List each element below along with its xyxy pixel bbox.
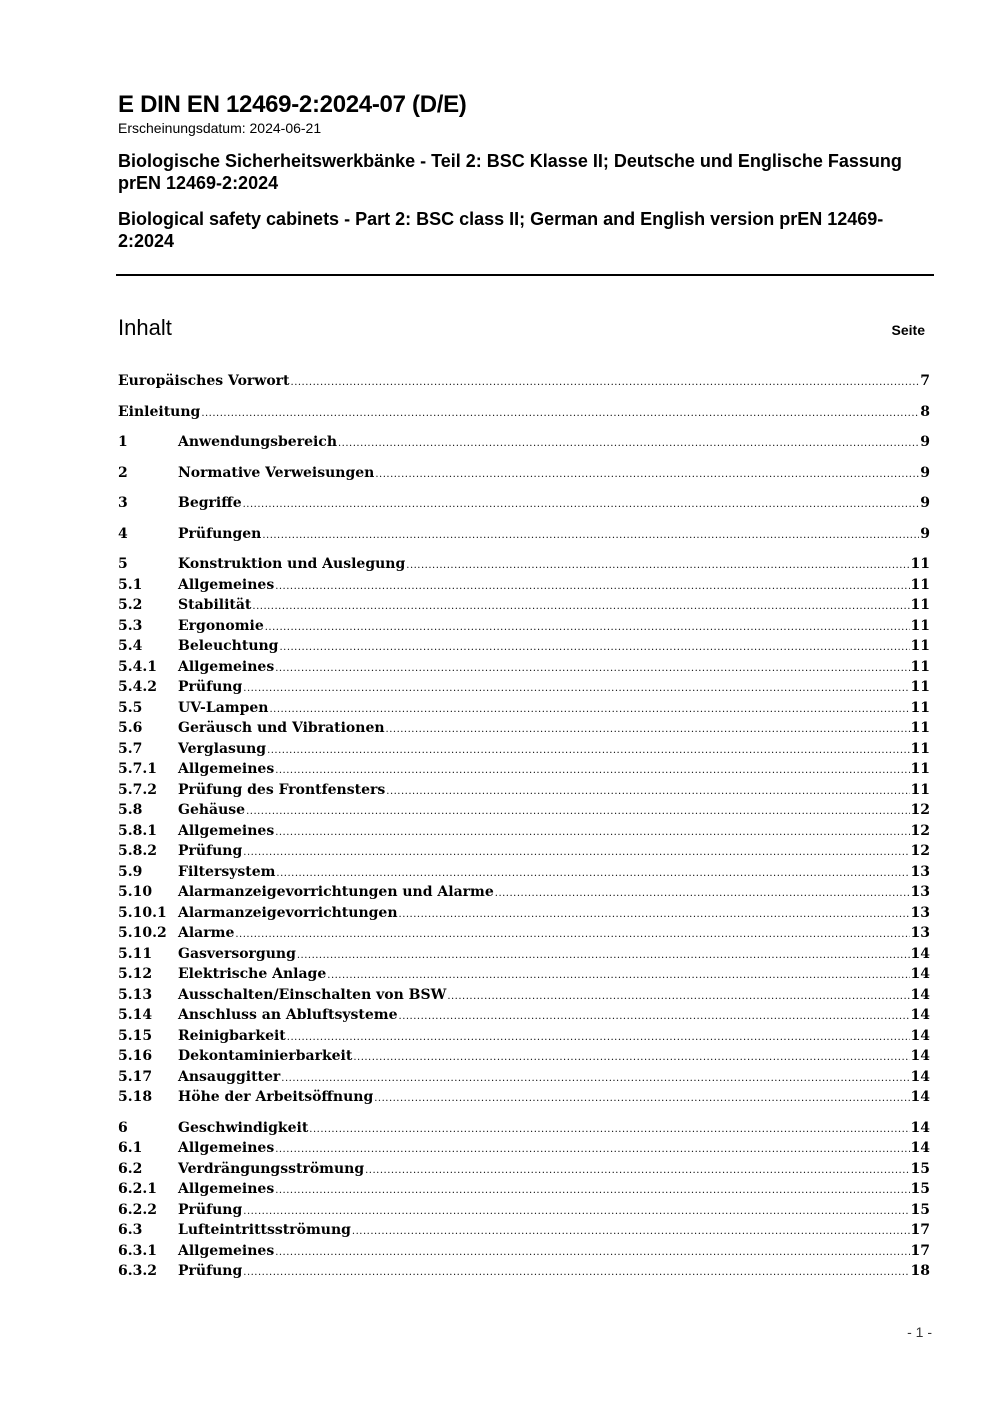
- toc-entry-number: 6.2: [118, 1160, 143, 1177]
- toc-entry[interactable]: [118, 1026, 930, 1047]
- toc-entry-page: 8: [920, 403, 930, 420]
- toc-entry-page: 15: [910, 1201, 930, 1218]
- toc-leader-dots: [447, 987, 909, 1008]
- toc-entry[interactable]: [118, 1067, 930, 1088]
- toc-leader-dots: [281, 1069, 909, 1090]
- toc-entry-number: 6.3: [118, 1222, 143, 1238]
- toc-leader-dots: [265, 618, 910, 639]
- toc-entry[interactable]: [118, 718, 930, 739]
- toc-entry-title: Prüfung: [178, 843, 243, 859]
- toc-entry[interactable]: [118, 1046, 930, 1067]
- toc-entry-page: 13: [910, 925, 930, 941]
- toc-entry-page: 12: [910, 822, 930, 839]
- toc-entry-number: 5.16: [118, 1048, 153, 1064]
- toc-entry[interactable]: [118, 841, 930, 862]
- toc-entry-page: 11: [910, 761, 930, 777]
- toc-entry-number: 6: [118, 1119, 128, 1136]
- toc-leader-dots: [309, 1120, 909, 1141]
- toc-entry-title: Prüfung: [178, 679, 243, 695]
- toc-leader-dots: [297, 946, 910, 967]
- toc-leader-dots: [399, 905, 910, 926]
- toc-entry-page: 14: [910, 1048, 930, 1064]
- toc-entry-number: 2: [118, 464, 128, 481]
- table-of-contents: [118, 371, 930, 1282]
- toc-leader-dots: [243, 679, 909, 700]
- publication-date: Erscheinungsdatum: 2024-06-21: [118, 120, 322, 136]
- toc-leader-dots: [275, 1181, 909, 1202]
- toc-leader-dots: [338, 434, 919, 455]
- toc-leader-dots: [352, 1222, 910, 1243]
- toc-entry-number: 5.8.2: [118, 843, 157, 859]
- toc-leader-dots: [276, 864, 909, 885]
- toc-entry-number: 5.6: [118, 720, 143, 736]
- toc-entry-title: Prüfung: [178, 1201, 243, 1218]
- toc-entry-title: Allgemeines: [178, 576, 275, 593]
- toc-entry-number: 5.10.2: [118, 925, 167, 941]
- toc-entry[interactable]: [118, 882, 930, 903]
- toc-entry-page: 11: [910, 781, 930, 798]
- toc-entry-number: 5.10.1: [118, 904, 167, 921]
- toc-entry-title: Filtersystem: [178, 863, 276, 880]
- page-number: - 1 -: [907, 1324, 932, 1340]
- toc-entry-title: Alarmanzeigevorrichtungen: [178, 904, 398, 921]
- toc-entry-number: 5.10: [118, 884, 153, 900]
- title-english: Biological safety cabinets - Part 2: BSC class II; German and English version prEN 12469-2:2024: [118, 209, 884, 251]
- toc-entry-page: 9: [920, 525, 930, 542]
- toc-entry-page: 11: [910, 740, 930, 757]
- toc-leader-dots: [399, 1007, 910, 1028]
- toc-entry-page: 9: [920, 464, 930, 481]
- toc-entry[interactable]: [118, 657, 930, 678]
- toc-leader-dots: [243, 1263, 909, 1284]
- toc-entry-page: 14: [910, 986, 930, 1003]
- toc-entry[interactable]: [118, 575, 930, 596]
- toc-leader-dots: [275, 659, 909, 680]
- toc-entry[interactable]: [118, 493, 930, 514]
- toc-entry-page: 14: [910, 1007, 930, 1023]
- toc-entry-title: Höhe der Arbeitsöffnung: [178, 1089, 374, 1105]
- toc-entry-number: 5.18: [118, 1089, 153, 1105]
- document-number: E DIN EN 12469-2:2024-07 (D/E): [118, 91, 467, 118]
- toc-leader-dots: [275, 761, 909, 782]
- toc-leader-dots: [243, 843, 909, 864]
- toc-leader-dots: [275, 577, 909, 598]
- toc-entry[interactable]: [118, 1200, 930, 1221]
- toc-entry-page: 11: [910, 638, 930, 654]
- toc-leader-dots: [269, 700, 909, 721]
- toc-entry-page: 13: [910, 904, 930, 921]
- toc-entry-number: 4: [118, 525, 128, 542]
- toc-leader-dots: [267, 741, 909, 762]
- toc-entry[interactable]: [118, 1087, 930, 1108]
- toc-entry-page: 15: [910, 1160, 930, 1177]
- toc-entry[interactable]: [118, 1220, 930, 1241]
- toc-entry-number: 5: [118, 556, 128, 572]
- toc-leader-dots: [235, 925, 909, 946]
- toc-entry-page: 13: [910, 884, 930, 900]
- toc-entry-page: 14: [910, 1140, 930, 1156]
- toc-leader-dots: [275, 823, 909, 844]
- toc-entry-title: Verglasung: [178, 740, 267, 757]
- toc-entry-number: 5.7.2: [118, 781, 157, 798]
- toc-leader-dots: [495, 884, 910, 905]
- toc-entry[interactable]: [118, 402, 930, 423]
- toc-entry-title: Ausschalten/Einschalten von BSW: [178, 986, 447, 1003]
- toc-entry-page: 11: [910, 617, 930, 634]
- toc-entry-title: Geschwindigkeit: [178, 1119, 309, 1136]
- toc-entry[interactable]: [118, 1159, 930, 1180]
- toc-entry-title: Europäisches Vorwort: [118, 373, 290, 389]
- toc-leader-dots: [386, 720, 910, 741]
- toc-entry[interactable]: [118, 1005, 930, 1026]
- toc-entry[interactable]: [118, 862, 930, 883]
- toc-entry[interactable]: [118, 923, 930, 944]
- toc-entry-title: Prüfungen: [178, 525, 262, 542]
- toc-entry-page: 7: [920, 373, 930, 389]
- toc-entry[interactable]: [118, 554, 930, 575]
- toc-entry-page: 11: [910, 679, 930, 695]
- toc-entry-page: 14: [910, 1089, 930, 1105]
- toc-entry-number: 6.3.1: [118, 1242, 157, 1259]
- toc-leader-dots: [353, 1048, 909, 1069]
- toc-entry-page: 14: [910, 945, 930, 962]
- toc-entry[interactable]: [118, 1118, 930, 1139]
- toc-leader-dots: [327, 966, 909, 987]
- toc-entry-page: 12: [910, 843, 930, 859]
- title-german: Biologische Sicherheitswerkbänke - Teil 2: BSC Klasse II; Deutsche und Englische Fassung prEN 12469-2:2024: [118, 151, 902, 193]
- toc-leader-dots: [246, 802, 909, 823]
- toc-entry-page: 11: [910, 597, 930, 613]
- toc-entry[interactable]: [118, 759, 930, 780]
- toc-entry-title: UV-Lampen: [178, 699, 269, 716]
- toc-entry-number: 5.17: [118, 1068, 153, 1085]
- toc-entry[interactable]: [118, 636, 930, 657]
- toc-entry-number: 5.8: [118, 802, 143, 818]
- toc-entry-page: 17: [910, 1222, 930, 1238]
- toc-leader-dots: [279, 638, 909, 659]
- toc-entry[interactable]: [118, 595, 930, 616]
- toc-entry-number: 5.13: [118, 986, 153, 1003]
- toc-entry-page: 11: [910, 556, 930, 572]
- toc-entry-page: 14: [910, 1119, 930, 1136]
- toc-entry-number: 5.8.1: [118, 822, 157, 839]
- toc-entry-number: 3: [118, 495, 128, 511]
- toc-entry-number: 6.3.2: [118, 1263, 157, 1279]
- toc-entry[interactable]: [118, 800, 930, 821]
- toc-entry-number: 5.2: [118, 597, 143, 613]
- toc-leader-dots: [275, 1243, 909, 1264]
- toc-entry[interactable]: [118, 903, 930, 924]
- toc-entry-title: Lufteintrittsströmung: [178, 1222, 351, 1238]
- toc-entry-title: Anschluss an Abluftsysteme: [178, 1007, 398, 1023]
- toc-leader-dots: [386, 782, 909, 803]
- toc-entry[interactable]: [118, 1241, 930, 1262]
- toc-entry-title: Allgemeines: [178, 761, 275, 777]
- toc-leader-dots: [287, 1028, 910, 1049]
- toc-entry[interactable]: [118, 964, 930, 985]
- page-column-label: Seite: [891, 322, 925, 338]
- toc-entry-number: 5.4.1: [118, 658, 157, 675]
- toc-entry-number: 5.12: [118, 966, 153, 982]
- toc-entry-page: 11: [910, 658, 930, 675]
- toc-entry[interactable]: [118, 821, 930, 842]
- header-divider: [116, 274, 934, 276]
- toc-entry-page: 18: [910, 1263, 930, 1279]
- toc-entry-number: 5.4.2: [118, 679, 157, 695]
- toc-entry[interactable]: [118, 780, 930, 801]
- toc-heading: Inhalt: [118, 315, 172, 340]
- toc-entry-title: Konstruktion und Auslegung: [178, 556, 406, 572]
- toc-entry-page: 13: [910, 863, 930, 880]
- toc-leader-dots: [365, 1161, 909, 1182]
- toc-entry-title: Gehäuse: [178, 802, 246, 818]
- toc-leader-dots: [375, 465, 919, 486]
- toc-entry-number: 5.11: [118, 945, 153, 962]
- toc-entry-title: Begriffe: [178, 495, 242, 511]
- toc-entry-number: 5.7: [118, 740, 143, 757]
- toc-entry-title: Prüfung des Frontfensters: [178, 781, 386, 798]
- toc-entry-page: 9: [920, 434, 930, 450]
- toc-leader-dots: [243, 1202, 909, 1223]
- toc-entry-title: Beleuchtung: [178, 638, 279, 654]
- toc-entry-title: Einleitung: [118, 403, 201, 420]
- toc-entry-number: 5.5: [118, 699, 143, 716]
- toc-entry-title: Anwendungsbereich: [178, 434, 337, 450]
- toc-entry[interactable]: [118, 1138, 930, 1159]
- toc-entry-title: Elektrische Anlage: [178, 966, 327, 982]
- toc-entry-number: 5.9: [118, 863, 143, 880]
- toc-entry[interactable]: [118, 698, 930, 719]
- toc-entry-page: 11: [910, 720, 930, 736]
- toc-entry-title: Stabilität: [178, 597, 252, 613]
- toc-entry[interactable]: [118, 677, 930, 698]
- toc-entry-title: Allgemeines: [178, 1242, 275, 1259]
- toc-entry-number: 5.14: [118, 1007, 153, 1023]
- toc-entry-number: 5.7.1: [118, 761, 157, 777]
- toc-leader-dots: [291, 373, 920, 394]
- toc-entry-title: Allgemeines: [178, 822, 275, 839]
- toc-leader-dots: [201, 404, 919, 425]
- toc-entry-title: Prüfung: [178, 1263, 243, 1279]
- toc-entry-page: 14: [910, 966, 930, 982]
- toc-leader-dots: [374, 1089, 909, 1110]
- toc-entry-title: Ansauggitter: [178, 1068, 281, 1085]
- toc-entry-number: 1: [118, 434, 128, 450]
- toc-leader-dots: [406, 556, 909, 577]
- toc-entry-title: Alarmanzeigevorrichtungen und Alarme: [178, 884, 494, 900]
- toc-entry-title: Alarme: [178, 925, 235, 941]
- toc-entry-page: 14: [910, 1068, 930, 1085]
- toc-entry-page: 14: [910, 1027, 930, 1044]
- toc-entry-title: Geräusch und Vibrationen: [178, 720, 385, 736]
- toc-entry-title: Dekontaminierbarkeit: [178, 1048, 353, 1064]
- toc-entry-title: Allgemeines: [178, 1181, 275, 1197]
- toc-entry-number: 5.3: [118, 617, 143, 634]
- toc-entry-number: 6.2.2: [118, 1201, 157, 1218]
- toc-entry-title: Verdrängungsströmung: [178, 1160, 365, 1177]
- toc-entry-title: Allgemeines: [178, 658, 275, 675]
- toc-entry-page: 15: [910, 1181, 930, 1197]
- toc-entry-number: 5.15: [118, 1027, 153, 1044]
- toc-entry-number: 5.4: [118, 638, 143, 654]
- toc-entry[interactable]: [118, 371, 930, 392]
- toc-entry-title: Reinigbarkeit: [178, 1027, 286, 1044]
- toc-entry[interactable]: [118, 524, 930, 545]
- toc-entry-page: 12: [910, 802, 930, 818]
- toc-entry-page: 9: [920, 495, 930, 511]
- toc-entry[interactable]: [118, 432, 930, 453]
- toc-entry-page: 11: [910, 699, 930, 716]
- toc-entry-title: Allgemeines: [178, 1140, 275, 1156]
- toc-entry-title: Ergonomie: [178, 617, 264, 634]
- toc-entry[interactable]: [118, 616, 930, 637]
- toc-entry[interactable]: [118, 985, 930, 1006]
- document-header: [118, 90, 934, 252]
- toc-entry[interactable]: [118, 1179, 930, 1200]
- toc-entry-number: 6.1: [118, 1140, 143, 1156]
- toc-leader-dots: [243, 495, 920, 516]
- toc-leader-dots: [275, 1140, 909, 1161]
- toc-entry-title: Normative Verweisungen: [178, 464, 375, 481]
- toc-entry[interactable]: [118, 739, 930, 760]
- toc-entry-page: 11: [910, 576, 930, 593]
- toc-entry-number: 6.2.1: [118, 1181, 157, 1197]
- toc-entry-title: Gasversorgung: [178, 945, 296, 962]
- toc-leader-dots: [252, 597, 909, 618]
- toc-leader-dots: [262, 526, 919, 547]
- toc-entry[interactable]: [118, 944, 930, 965]
- toc-entry[interactable]: [118, 463, 930, 484]
- toc-entry-number: 5.1: [118, 576, 143, 593]
- toc-entry[interactable]: [118, 1261, 930, 1282]
- toc-entry-page: 17: [910, 1242, 930, 1259]
